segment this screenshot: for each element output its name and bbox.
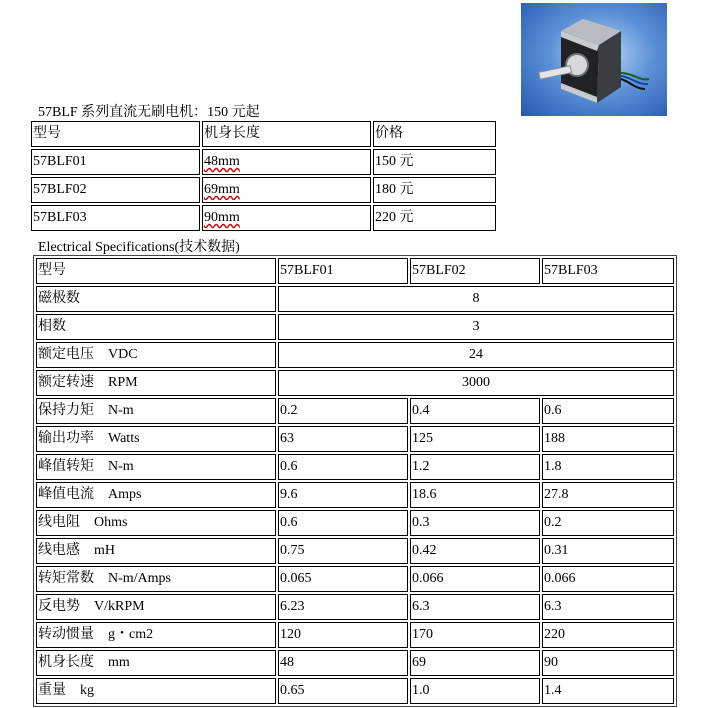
spec-value: 188 xyxy=(542,426,674,452)
spec-value: 0.42 xyxy=(410,538,540,564)
spec-value: 6.3 xyxy=(542,594,674,620)
cell-length: 69mm xyxy=(202,177,371,203)
spec-row xyxy=(36,622,674,648)
spec-value: 9.6 xyxy=(278,482,408,508)
spec-label: 峰值转矩 N-m xyxy=(36,454,276,480)
spec-value: 0.066 xyxy=(410,566,540,592)
spec-row xyxy=(36,510,674,536)
price-table xyxy=(29,119,498,233)
header-length: 机身长度 xyxy=(202,121,371,147)
spec-value: 0.4 xyxy=(410,398,540,424)
spec-label: 保持力矩 N-m xyxy=(36,398,276,424)
cell-price: 220 元 xyxy=(373,205,496,231)
table-row xyxy=(31,149,496,175)
spec-header-model: 57BLF01 xyxy=(278,258,408,284)
spec-label: 线电感 mH xyxy=(36,538,276,564)
spec-value: 0.31 xyxy=(542,538,674,564)
spec-merged-value: 8 xyxy=(278,286,674,312)
spec-row xyxy=(36,594,674,620)
product-caption: 57BLF 系列直流无刷电机：150 元起 xyxy=(38,105,260,120)
spec-value: 0.065 xyxy=(278,566,408,592)
spec-value: 0.75 xyxy=(278,538,408,564)
cell-length: 90mm xyxy=(202,205,371,231)
spec-label: 磁极数 xyxy=(36,286,276,312)
spec-row xyxy=(36,566,674,592)
spec-value: 125 xyxy=(410,426,540,452)
spec-value: 1.4 xyxy=(542,678,674,704)
table-header-row xyxy=(31,121,496,147)
table-row xyxy=(31,177,496,203)
spec-label: 转动惯量 g・cm2 xyxy=(36,622,276,648)
spec-label: 重量 kg xyxy=(36,678,276,704)
motor-photo xyxy=(521,3,667,116)
spec-row xyxy=(36,426,674,452)
spec-label: 额定电压 VDC xyxy=(36,342,276,368)
cell-model: 57BLF03 xyxy=(31,205,200,231)
spec-label: 线电阻 Ohms xyxy=(36,510,276,536)
spec-label: 反电势 V/kRPM xyxy=(36,594,276,620)
spec-value: 0.6 xyxy=(542,398,674,424)
spec-row xyxy=(36,286,674,312)
spec-value: 90 xyxy=(542,650,674,676)
spec-value: 6.3 xyxy=(410,594,540,620)
spec-value: 18.6 xyxy=(410,482,540,508)
spec-row xyxy=(36,538,674,564)
spec-value: 0.2 xyxy=(278,398,408,424)
spec-label: 相数 xyxy=(36,314,276,340)
header-price: 价格 xyxy=(373,121,496,147)
motor-image xyxy=(521,3,667,116)
header-model: 型号 xyxy=(31,121,200,147)
spec-merged-value: 3 xyxy=(278,314,674,340)
table-row xyxy=(31,205,496,231)
cell-price: 180 元 xyxy=(373,177,496,203)
spec-label: 额定转速 RPM xyxy=(36,370,276,396)
spec-header-model: 57BLF03 xyxy=(542,258,674,284)
spec-merged-value: 3000 xyxy=(278,370,674,396)
spec-value: 63 xyxy=(278,426,408,452)
spec-label: 转矩常数 N-m/Amps xyxy=(36,566,276,592)
spec-value: 1.0 xyxy=(410,678,540,704)
spec-row xyxy=(36,650,674,676)
spec-row xyxy=(36,342,674,368)
spec-value: 170 xyxy=(410,622,540,648)
cell-model: 57BLF02 xyxy=(31,177,200,203)
spec-header-model: 57BLF02 xyxy=(410,258,540,284)
spec-row xyxy=(36,454,674,480)
spec-value: 0.65 xyxy=(278,678,408,704)
cell-model: 57BLF01 xyxy=(31,149,200,175)
spec-value: 6.23 xyxy=(278,594,408,620)
spec-value: 0.2 xyxy=(542,510,674,536)
spec-value: 220 xyxy=(542,622,674,648)
spec-row xyxy=(36,370,674,396)
cell-price: 150 元 xyxy=(373,149,496,175)
spec-value: 0.3 xyxy=(410,510,540,536)
spec-row xyxy=(36,482,674,508)
spec-value: 0.6 xyxy=(278,510,408,536)
spec-value: 0.066 xyxy=(542,566,674,592)
spec-table xyxy=(34,256,676,706)
spec-value: 0.6 xyxy=(278,454,408,480)
cell-length: 48mm xyxy=(202,149,371,175)
spec-section-title: Electrical Specifications(技术数据) xyxy=(38,240,240,255)
spec-merged-value: 24 xyxy=(278,342,674,368)
spec-row xyxy=(36,678,674,704)
spec-label: 机身长度 mm xyxy=(36,650,276,676)
spec-row xyxy=(36,398,674,424)
spec-value: 1.8 xyxy=(542,454,674,480)
spec-value: 48 xyxy=(278,650,408,676)
spec-value: 27.8 xyxy=(542,482,674,508)
spec-value: 69 xyxy=(410,650,540,676)
spec-header-label: 型号 xyxy=(36,258,276,284)
spec-row xyxy=(36,314,674,340)
spec-value: 1.2 xyxy=(410,454,540,480)
spec-value: 120 xyxy=(278,622,408,648)
spec-label: 输出功率 Watts xyxy=(36,426,276,452)
spec-label: 峰值电流 Amps xyxy=(36,482,276,508)
spec-header-row xyxy=(36,258,674,284)
